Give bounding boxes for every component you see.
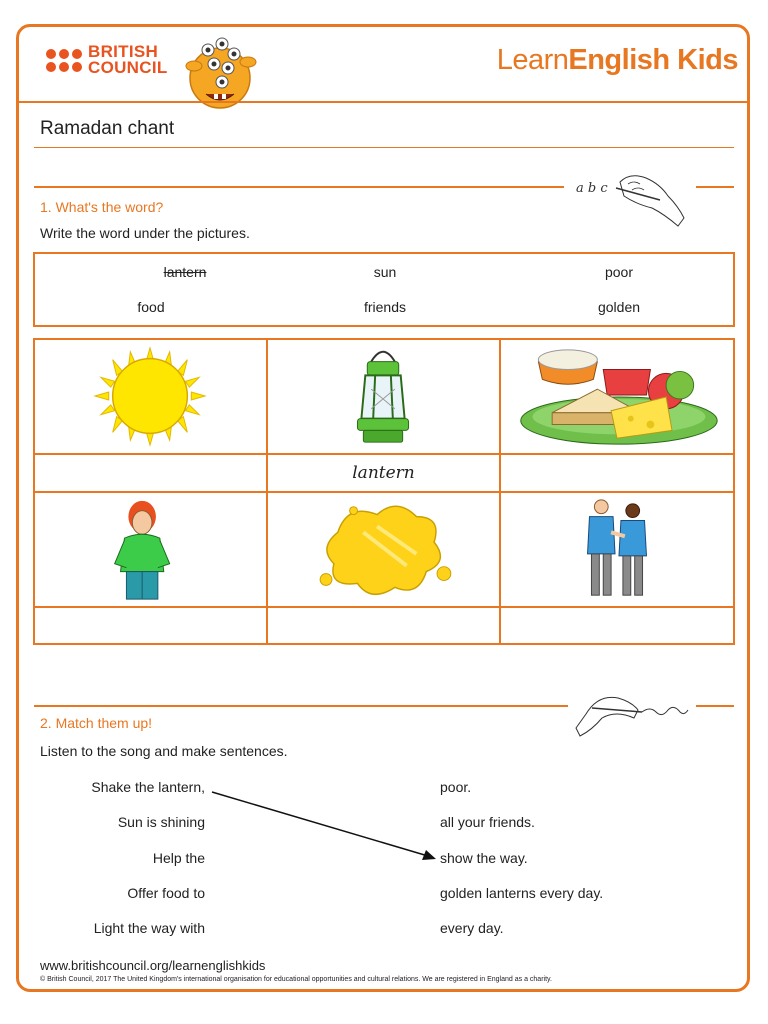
brand-bold: English Kids <box>568 44 738 76</box>
food-picture <box>501 340 733 455</box>
word-bank <box>33 252 735 327</box>
title-underline <box>34 147 734 148</box>
match-arrow <box>200 780 450 870</box>
right-sentence-2[interactable]: all your friends. <box>440 814 535 830</box>
left-sentence-2[interactable]: Sun is shining <box>117 814 205 830</box>
logo-dots-icon <box>46 49 82 72</box>
friends-picture <box>501 493 733 608</box>
sun-picture <box>35 340 268 455</box>
logo-line2: COUNCIL <box>88 58 168 77</box>
section1-title: 1. What's the word? <box>40 199 164 215</box>
answer-cell-1[interactable] <box>35 455 268 493</box>
section2-rule-left <box>34 705 568 707</box>
golden-splash-picture <box>268 493 501 608</box>
footer-copyright: © British Council, 2017 The United Kingdom's international organisation for educational opportunities and cultural relations. We are registered in England as a charity. <box>40 976 552 983</box>
british-council-logo <box>46 44 168 76</box>
word-sun: sun <box>373 264 397 280</box>
answer-cell-5[interactable] <box>268 608 501 643</box>
right-sentence-1[interactable]: poor. <box>440 779 472 795</box>
section2-rule-right <box>696 705 734 707</box>
word-friends: friends <box>363 299 407 315</box>
section1-instruction: Write the word under the pictures. <box>40 225 250 241</box>
header-divider <box>19 101 747 103</box>
answer-cell-6[interactable] <box>501 608 733 643</box>
page-title: Ramadan chant <box>40 118 175 139</box>
word-poor: poor <box>604 264 634 280</box>
left-sentence-3[interactable]: Help the <box>152 850 205 866</box>
word-golden: golden <box>597 299 641 315</box>
answer-cell-4[interactable] <box>35 608 268 643</box>
orange-monster-icon <box>176 32 264 112</box>
writing-hand-icon <box>568 170 692 232</box>
footer-url[interactable]: www.britishcouncil.org/learnenglishkids <box>40 958 266 973</box>
answer-cell-2[interactable]: lantern <box>268 455 501 493</box>
right-sentence-3[interactable]: show the way. <box>440 850 528 866</box>
section1-rule-right <box>696 186 734 188</box>
left-sentence-5[interactable]: Light the way with <box>93 920 205 936</box>
word-food: food <box>137 299 165 315</box>
right-sentence-5[interactable]: every day. <box>440 920 504 936</box>
learnenglish-kids-logo <box>497 44 738 77</box>
lantern-picture <box>268 340 501 455</box>
left-sentence-1[interactable]: Shake the lantern, <box>91 779 205 795</box>
answer-cell-3[interactable] <box>501 455 733 493</box>
section1-rule-left <box>34 186 564 188</box>
brand-light: Learn <box>496 44 569 76</box>
word-lantern: lantern <box>163 264 207 280</box>
left-sentence-4[interactable]: Offer food to <box>127 885 205 901</box>
picture-grid <box>33 338 735 645</box>
section2-title: 2. Match them up! <box>40 715 153 731</box>
poor-girl-picture <box>35 493 268 608</box>
right-sentence-4[interactable]: golden lanterns every day. <box>440 885 604 901</box>
svg-text:a b c: a b c <box>576 181 608 196</box>
logo-line1: BRITISH <box>88 42 159 61</box>
drawing-hand-icon <box>572 688 692 744</box>
section2-instruction: Listen to the song and make sentences. <box>40 743 288 759</box>
